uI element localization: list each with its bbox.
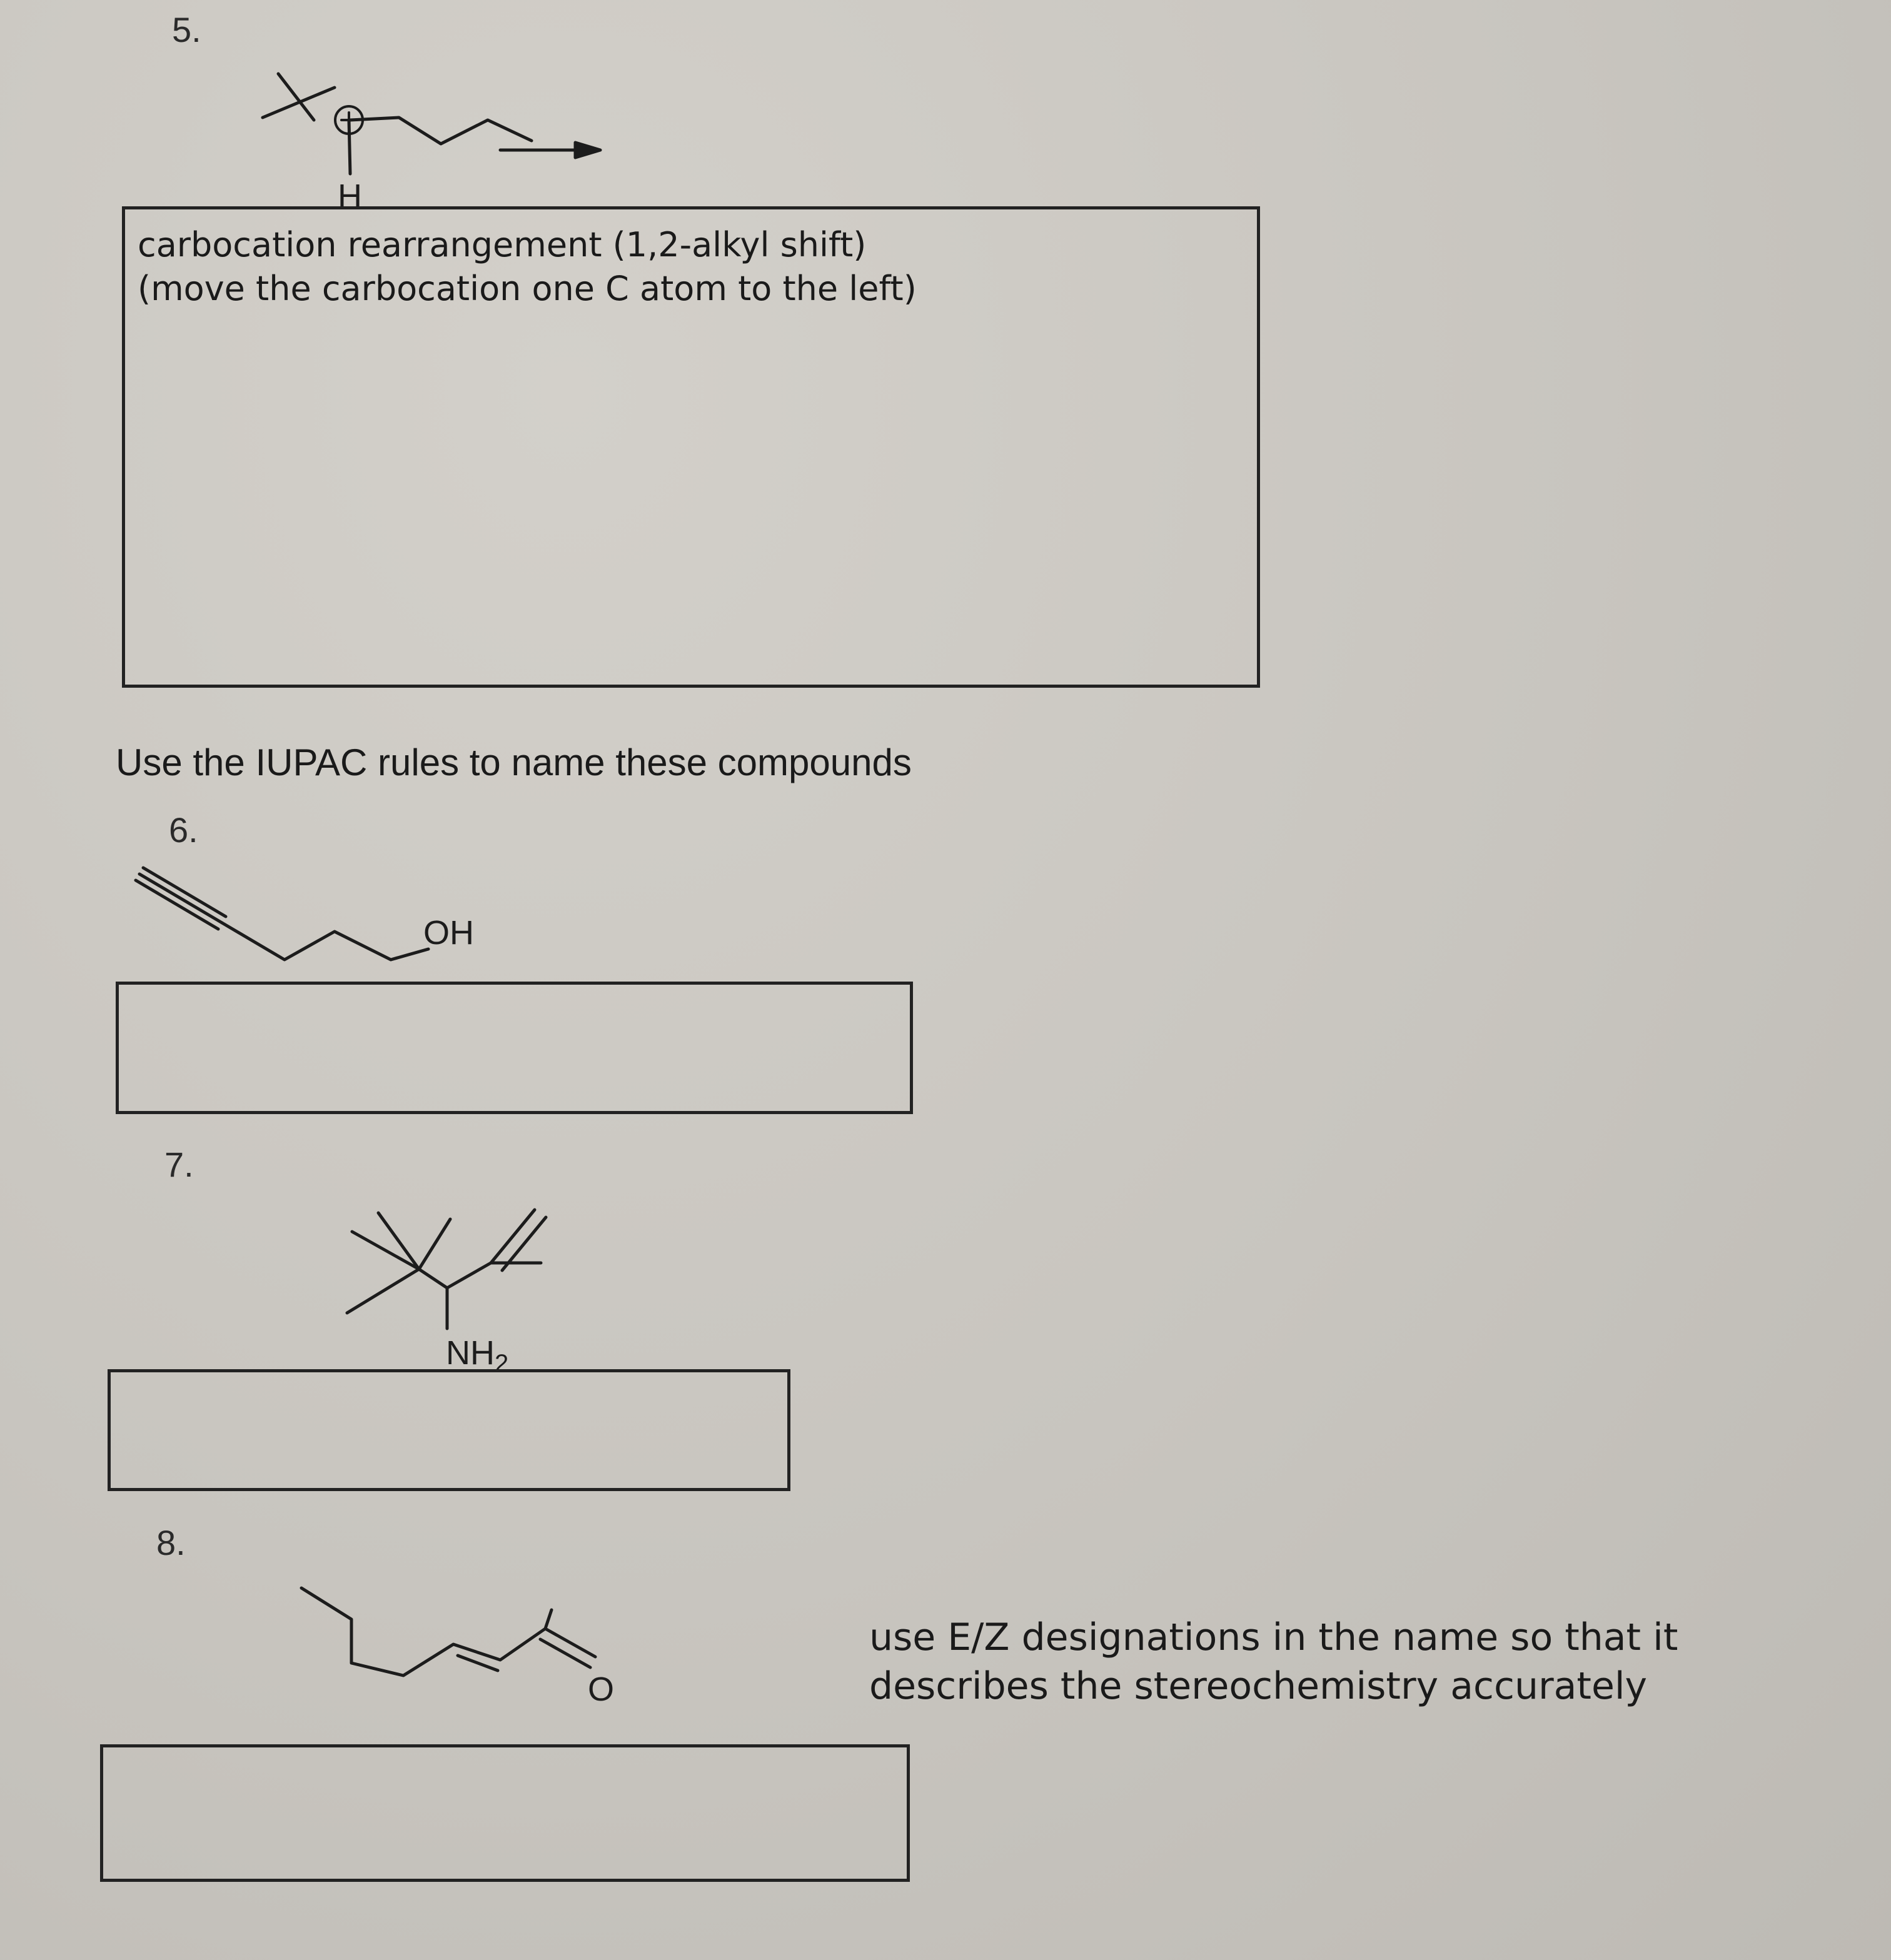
q7-double-bond (491, 1210, 546, 1270)
q6-triple-bond (136, 868, 226, 929)
q7-amine-structure (341, 1200, 653, 1388)
question-7-number: 7. (164, 1145, 194, 1184)
q8-enal-structure (294, 1576, 644, 1738)
q5-answer-box[interactable] (122, 206, 1260, 688)
q8-answer-box[interactable] (100, 1744, 910, 1882)
q5-instruction-line-2: (move the carbocation one C atom to the left) (138, 269, 917, 308)
reaction-arrow-icon (500, 143, 600, 158)
q8-note-line-2: describes the stereochemistry accurately (869, 1664, 1648, 1708)
q8-note-line-1: use E/Z designations in the name so that it (869, 1616, 1678, 1659)
q5-skeleton (263, 74, 532, 174)
q8-o-label: O (588, 1671, 615, 1708)
question-8-number: 8. (156, 1523, 186, 1562)
q7-answer-box[interactable] (108, 1369, 790, 1491)
q5-h-label: H (338, 178, 362, 215)
q8-stereochem-note (869, 1613, 1678, 1711)
q6-answer-box[interactable] (116, 982, 913, 1114)
q6-alkyne-alcohol-structure (134, 863, 535, 988)
q5-instruction-line-1: carbocation rearrangement (1,2-alkyl shift) (138, 225, 867, 264)
question-6-number: 6. (169, 810, 198, 850)
section-heading: Use the IUPAC rules to name these compounds (116, 741, 912, 783)
question-5-number: 5. (172, 10, 201, 49)
q7-nh2-label: $NH_2$ (446, 1334, 509, 1377)
q8-co-double-bond (540, 1629, 595, 1667)
q6-oh-label: OH (423, 914, 474, 952)
